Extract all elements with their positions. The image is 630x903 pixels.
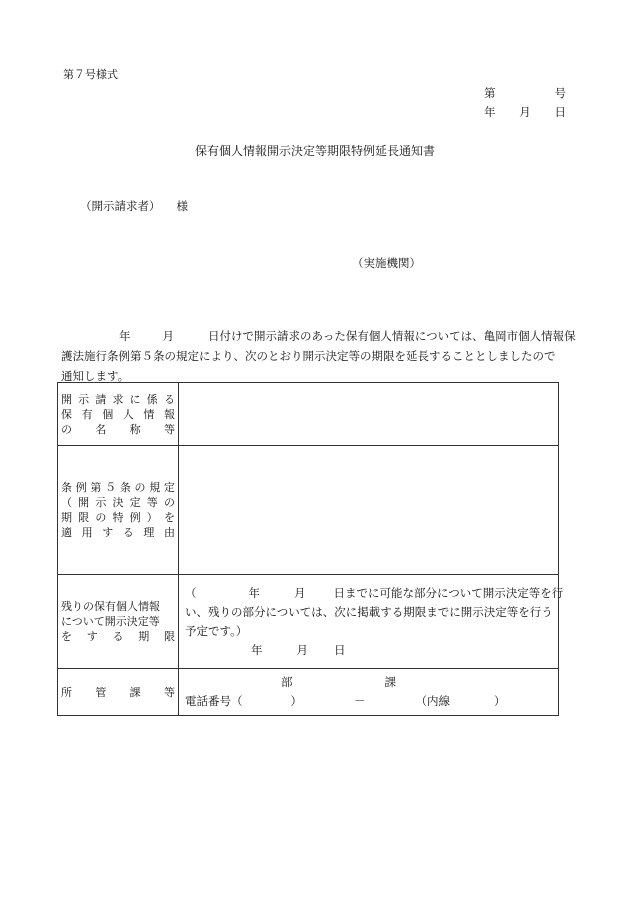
label-char: 有 bbox=[81, 407, 93, 421]
label-char: 例 bbox=[129, 511, 141, 524]
label-char: 個 bbox=[102, 407, 114, 421]
deadline-date-year: 年 bbox=[251, 642, 263, 657]
department-bu: 部 bbox=[281, 675, 293, 689]
deadline-line-1-rest: 日までに可能な部分について開示決定等を行 bbox=[333, 585, 564, 600]
label-char: 用 bbox=[81, 526, 93, 539]
label-char: す bbox=[102, 526, 114, 539]
label-char: 限 bbox=[78, 511, 90, 524]
document-number bbox=[484, 85, 566, 101]
label-line: について開示決定等 bbox=[61, 615, 160, 628]
label-char: 等 bbox=[163, 422, 175, 436]
label-char: る bbox=[112, 630, 124, 643]
label-char: 報 bbox=[163, 407, 175, 421]
label-char: 管 bbox=[95, 685, 107, 699]
label-char: 特 bbox=[112, 511, 124, 524]
implementing-agency: （実施機関） bbox=[352, 256, 421, 270]
deadline-date bbox=[185, 641, 554, 660]
form-number: 第７号様式 bbox=[63, 68, 118, 81]
addressee-name: （開示請求者） bbox=[80, 199, 161, 213]
telephone-dash: － bbox=[354, 694, 366, 708]
table-row-reason bbox=[58, 446, 559, 575]
label-line bbox=[61, 525, 175, 540]
label-char: 決 bbox=[112, 496, 124, 509]
label-char: 開 bbox=[61, 392, 72, 406]
deadline-text bbox=[179, 584, 564, 660]
label-char: 期 bbox=[61, 511, 72, 524]
label-char: 適 bbox=[61, 526, 72, 539]
department-text bbox=[179, 673, 558, 711]
label-char: る bbox=[163, 392, 175, 406]
label-char: 例 bbox=[75, 481, 87, 494]
label-line bbox=[61, 629, 175, 644]
label-char: 由 bbox=[163, 526, 175, 539]
table-row-department bbox=[58, 669, 559, 716]
open-paren: （ bbox=[185, 585, 197, 600]
table-row-item-name bbox=[58, 383, 559, 446]
label-char: ５ bbox=[105, 481, 117, 494]
value-department[interactable] bbox=[179, 669, 559, 716]
label-char: 称 bbox=[129, 422, 141, 436]
deadline-line-1 bbox=[185, 584, 564, 603]
label-line: 残りの保有個人情報 bbox=[61, 600, 160, 613]
document-number-prefix: 第 bbox=[484, 86, 496, 100]
addressee bbox=[80, 198, 188, 214]
value-deadline[interactable] bbox=[179, 575, 564, 669]
label-char: る bbox=[122, 526, 134, 539]
label-reason bbox=[58, 446, 179, 575]
label-line bbox=[61, 392, 175, 407]
label-line bbox=[61, 510, 175, 525]
label-char: 課 bbox=[129, 685, 141, 699]
label-char: 示 bbox=[78, 392, 90, 406]
label-char: 係 bbox=[146, 392, 158, 406]
label-char: 第 bbox=[90, 481, 102, 494]
label-item-name bbox=[58, 383, 179, 446]
label-line bbox=[61, 685, 175, 700]
notice-body-line-3: 通知します。 bbox=[61, 369, 130, 383]
label-char: 条 bbox=[61, 481, 72, 494]
label-char: （ bbox=[61, 496, 72, 509]
notice-line-1-rest: 日付けで開示請求のあった保有個人情報については、亀岡市個人情報保 bbox=[208, 329, 576, 343]
label-char: の bbox=[61, 422, 72, 436]
document-date bbox=[484, 104, 566, 120]
label-char: 保 bbox=[61, 407, 72, 421]
telephone-close: ） bbox=[290, 694, 302, 708]
date-day: 日 bbox=[554, 105, 566, 119]
label-char: 等 bbox=[146, 496, 158, 509]
label-line bbox=[61, 422, 175, 437]
label-line bbox=[61, 495, 175, 510]
label-char: の bbox=[134, 481, 146, 494]
deadline-line-3: 予定です。） bbox=[185, 623, 248, 638]
department-line bbox=[185, 673, 554, 692]
label-deadline bbox=[58, 575, 179, 669]
extension-close: ） bbox=[494, 694, 506, 708]
document-number-suffix: 号 bbox=[554, 86, 566, 100]
table-row-deadline bbox=[58, 575, 559, 669]
notice-body-line-1 bbox=[61, 326, 576, 346]
department-ka: 課 bbox=[384, 675, 396, 689]
label-char: を bbox=[61, 630, 72, 643]
date-year: 年 bbox=[484, 105, 496, 119]
label-char: ） bbox=[146, 511, 158, 524]
label-char: 条 bbox=[119, 481, 131, 494]
label-char: に bbox=[129, 392, 141, 406]
notice-body bbox=[61, 326, 576, 386]
deadline-date-month: 月 bbox=[296, 642, 308, 657]
date-month: 月 bbox=[519, 105, 531, 119]
label-char: 等 bbox=[163, 685, 175, 699]
value-reason[interactable] bbox=[179, 446, 559, 575]
telephone-line bbox=[185, 692, 554, 711]
deadline-date-day: 日 bbox=[334, 642, 346, 657]
label-char: の bbox=[95, 511, 107, 524]
label-char: 示 bbox=[95, 496, 107, 509]
label-char: 所 bbox=[61, 685, 72, 699]
deadline-year-1: 年 bbox=[248, 585, 260, 600]
extension-label: （内線 bbox=[415, 694, 450, 708]
deadline-line-2: い、残りの部分については、次に掲載する期限までに開示決定等を行う bbox=[185, 604, 553, 619]
label-char: す bbox=[86, 630, 98, 643]
label-char: 限 bbox=[164, 630, 175, 643]
label-char: 理 bbox=[143, 526, 155, 539]
notice-body-line-2: 護法施行条例第５条の規定により、次のとおり開示決定等の期限を延長することとしましたので bbox=[61, 349, 556, 363]
notice-year: 年 bbox=[119, 329, 131, 343]
telephone-label: 電話番号（ bbox=[185, 694, 243, 708]
label-char: 期 bbox=[138, 630, 150, 643]
label-char: の bbox=[163, 496, 175, 509]
deadline-month-1: 月 bbox=[294, 585, 306, 600]
label-char: 規 bbox=[149, 481, 161, 494]
label-char: 名 bbox=[95, 422, 107, 436]
label-char: 人 bbox=[122, 407, 134, 421]
document-title: 保有個人情報開示決定等期限特例延長通知書 bbox=[194, 144, 435, 158]
label-department bbox=[58, 669, 179, 716]
notice-month: 月 bbox=[162, 329, 174, 343]
label-char: 開 bbox=[78, 496, 90, 509]
label-char: 求 bbox=[112, 392, 124, 406]
label-char: 請 bbox=[95, 392, 107, 406]
label-line bbox=[61, 480, 175, 495]
label-line bbox=[61, 407, 175, 422]
addressee-honorific: 様 bbox=[176, 199, 188, 213]
notice-table bbox=[57, 382, 564, 716]
label-char: 定 bbox=[163, 481, 175, 494]
value-item-name[interactable] bbox=[179, 383, 559, 446]
label-char: を bbox=[163, 511, 175, 524]
label-char: 定 bbox=[129, 496, 141, 509]
label-char: 情 bbox=[143, 407, 155, 421]
